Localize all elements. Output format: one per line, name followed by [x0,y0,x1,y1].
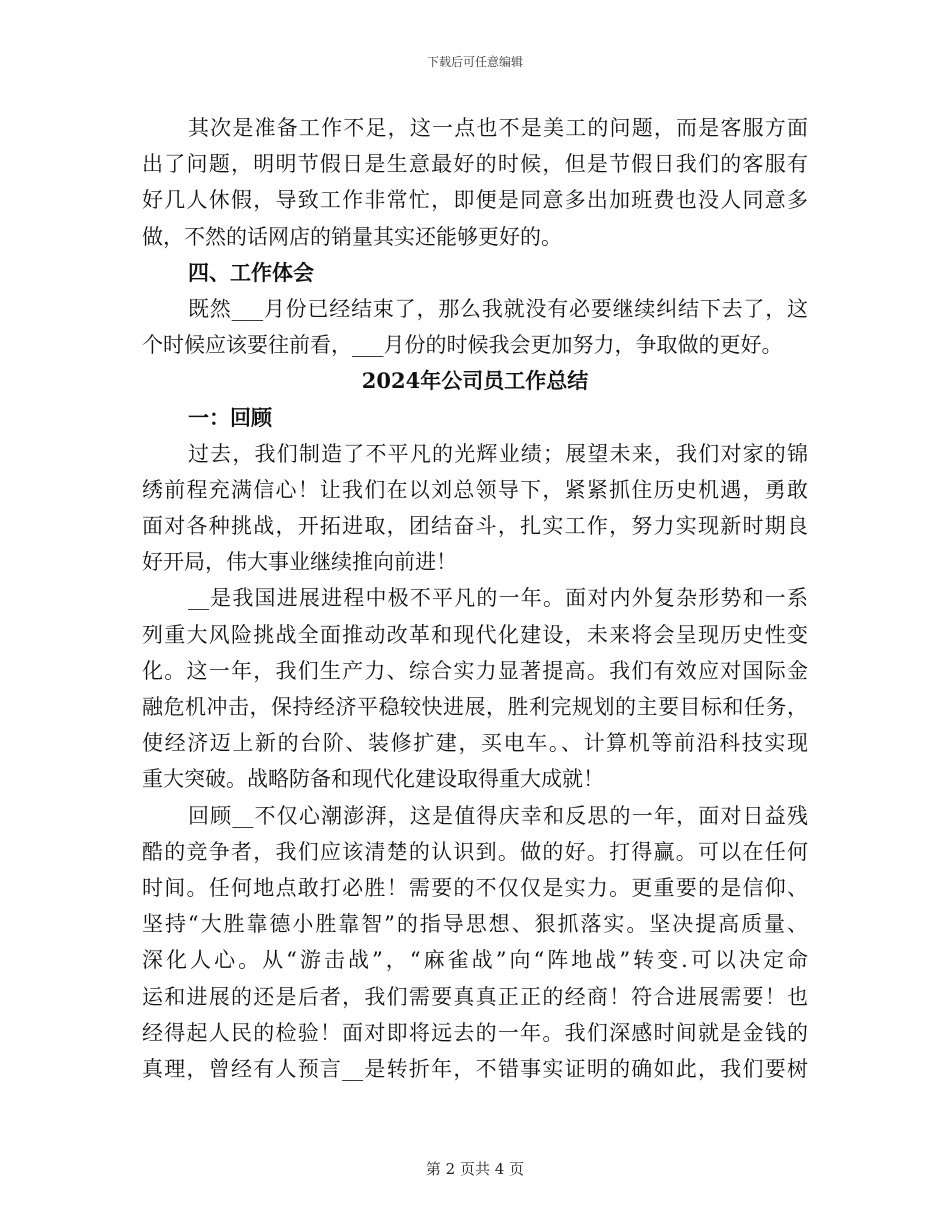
text-line: 使经济迈上新的台阶、装修扩建，买电车。、计算机等前沿科技实现 [142,731,808,756]
page-header: 下载后可任意编辑 [426,55,523,69]
text-line: 深化人心。从“游击战”，“麻雀战”向“阵地战”转变.可以决定命 [142,948,808,973]
text-line: 绣前程充满信心！让我们在以刘总领导下，紧紧抓住历史机遇，勇敢 [142,477,808,502]
text-line: 好开局，伟大事业继续推向前进！ [142,550,457,575]
section-heading: 一：回顾 [188,404,272,430]
section-title: 2024年公司员工作总结 [361,368,589,394]
text-line: 过去，我们制造了不平凡的光辉业绩；展望未来，我们对家的锦 [188,441,808,466]
text-line: 出了问题，明明节假日是生意最好的时候，但是节假日我们的客服有 [142,152,808,177]
text-line: 个时候应该要往前看，___月份的时候我会更加努力，争取做的更好。 [142,333,783,358]
text-line: 经得起人民的检验！面对即将远去的一年。我们深感时间就是金钱的 [142,1020,808,1045]
text-line: 坚持“大胜靠德小胜靠智”的指导思想、狠抓落实。坚决提高质量、 [142,912,808,937]
page-footer: 第 2 页共 4 页 [425,1160,525,1178]
text-line: 好几人休假，导致工作非常忙，即便是同意多出加班费也没人同意多 [142,188,808,213]
text-line: 融危机冲击，保持经济平稳较快进展，胜利完规划的主要目标和任务， [142,695,808,719]
text-line: 列重大风险挑战全面推动改革和现代化建设，未来将会呈现历史性变 [142,622,808,647]
text-line: 化。这一年，我们生产力、综合实力显著提高。我们有效应对国际金 [142,658,808,683]
text-line: 回顾__不仅心潮澎湃，这是值得庆幸和反思的一年，面对日益残 [188,803,808,828]
text-line: 重大突破。战略防备和现代化建设取得重大成就！ [142,767,604,792]
text-line: 运和进展的还是后者，我们需要真真正正的经商！符合进展需要！也 [142,984,808,1009]
document-body [142,110,808,1087]
text-line: 酷的竞争者，我们应该清楚的认识到。做的好。打得赢。可以在任何 [142,839,808,864]
section-heading: 四、工作体会 [188,259,314,285]
text-line: 面对各种挑战，开拓进取，团结奋斗，扎实工作，努力实现新时期良 [142,514,808,539]
text-line: 真理，曾经有人预言__是转折年，不错事实证明的确如此，我们要树 [142,1056,808,1081]
text-line: __是我国进展进程中极不平凡的一年。面对内外复杂形势和一系 [188,586,808,611]
text-line: 时间。任何地点敢打必胜！需要的不仅仅是实力。更重要的是信仰、 [142,875,808,900]
text-line: 做，不然的话网店的销量其实还能够更好的。 [142,224,562,249]
text-line: 既然___月份已经结束了，那么我就没有必要继续纠结下去了，这 [188,296,808,321]
text-line: 其次是准备工作不足，这一点也不是美工的问题，而是客服方面 [188,116,808,140]
